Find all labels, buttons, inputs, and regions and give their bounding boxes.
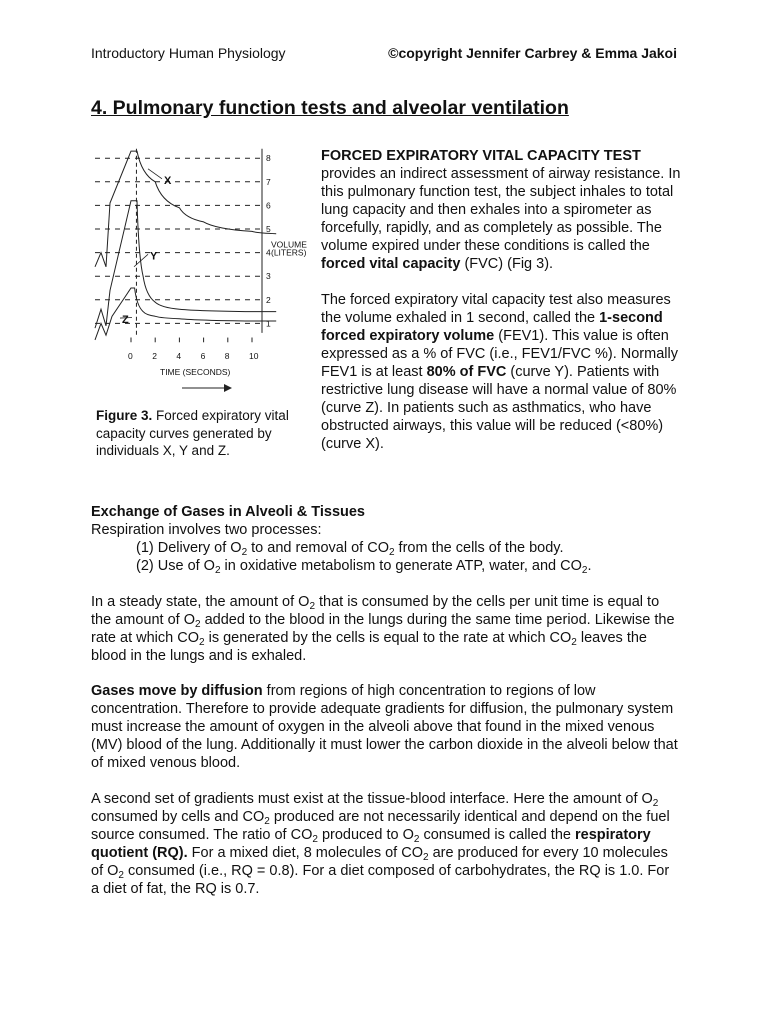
x-tick-label: 6 [200,351,206,361]
fvc-p2-mid: (FEV1). This value is often expressed as a % of FVC (i.e., FEV1/FVC %). Normally FEV1 is at least [321,328,678,380]
figure-caption [96,407,308,460]
y-tick-label: 5 [266,224,271,234]
y-tick-label: 8 [266,153,271,164]
curve-label-z: Z [122,314,129,327]
steady-state-paragraph: In a steady state, the amount of $O_2$ that is consumed by the cells per unit time is equal to the amount of $O_2$ added to the blood in the lungs during the same time period. Likewise the rate at which $CO_2$ is generated by the cells is equal to the rate at which $CO_2$ leaves the blood in the lungs and is exhaled. [91,594,675,664]
curve-x [95,151,276,267]
figure-caption-label: Figure 3. [96,408,153,423]
fev1-threshold: 80% of FVC [426,364,507,380]
y-tick-label: 7 [266,176,271,187]
x-tick-label: 8 [224,351,230,361]
x-axis-label: TIME (SECONDS) [160,367,231,377]
y-axis-label-units: (LITERS) [271,247,307,258]
gas-exchange-intro-line: Respiration involves two processes: [91,522,322,538]
gas-exchange-intro [91,503,681,575]
curve-label-pointer [148,169,162,179]
x-tick-label: 0 [128,351,133,361]
gas-exchange-heading: Exchange of Gases in Alveoli & Tissues [91,504,365,520]
diffusion-term: Gases move by diffusion [91,683,263,699]
fvc-section [321,147,681,471]
curve-label-x: X [164,174,172,187]
process-item-1: (1) Delivery of $O_2$ to and removal of $CO_2$ from the cells of the body. [136,540,564,558]
x-tick-label: 2 [152,351,157,361]
fvc-p1-end: (FVC) (Fig 3). [460,256,554,272]
y-tick-label: 3 [266,271,271,282]
fvc-p2-end: (curve Y). Patients with restrictive lung disease will have a normal value of 80% (curve Z). In patients such as asthmatics, who have obstructed airways, this value will be reduced (<80%) (curve X). [321,364,677,452]
rq-term: respiratory quotient (RQ). [91,827,651,861]
y-tick-label: 2 [266,294,271,305]
diffusion-paragraph: Gases move by diffusion from regions of high concentration to regions of low concentration. Therefore to provide adequate gradients for diffusion, the pulmonary system must increase the amount of oxygen in the alveoli above that found in the mixed venous (MV) blood of the lung. Additionally it must lower the carbon dioxide in the alveoli below that of mixed venous blood. [91,683,678,771]
y-tick-label: 6 [266,200,271,211]
figure-3-chart [90,143,320,403]
time-arrowhead [224,384,232,392]
process-item-2: (2) Use of $O_2$ in oxidative metabolism to generate ATP, water, and $CO_2$. [136,558,592,576]
curve-y [95,201,276,328]
fvc-paragraph-2 [321,291,681,453]
fvc-paragraph-1 [321,147,681,273]
page-title: 4. Pulmonary function tests and alveolar ventilation [91,97,569,119]
rq-paragraph: A second set of gradients must exist at the tissue-blood interface. Here the amount of $O_2$ consumed by cells and $CO_2$ produced are not necessarily identical and depend on the fuel source consumed. The ratio of $CO_2$ produced to $O_2$ consumed is called the respiratory quotient (RQ). For a mixed diet, 8 molecules of $CO_2$ are produced for every 10 molecules of $O_2$ consumed (i.e., RQ = 0.8). For a diet composed of carbohydrates, the RQ is 1.0. For a diet of fat, the RQ is 0.7. [91,791,670,897]
fev1-term: 1-second forced expiratory volume [321,310,663,344]
curve-label-y: Y [150,250,158,263]
fvc-heading: FORCED EXPIRATORY VITAL CAPACITY TEST [321,148,641,164]
fvc-term: forced vital capacity [321,256,461,272]
figure-caption-text: Forced expiratory vital capacity curves generated by individuals X, Y and Z. [96,408,289,458]
header-copyright: ©copyright Jennifer Carbrey & Emma Jakoi [388,45,677,61]
header-course: Introductory Human Physiology [91,45,286,61]
x-tick-label: 4 [176,351,182,361]
fvc-p2-text: The forced expiratory vital capacity test also measures the volume exhaled in 1 second, called the [321,292,671,326]
fvc-p1-text: provides an indirect assessment of airway resistance. In this pulmonary function test, the subject inhales to total lung capacity and then exhales into a spirometer as forcefully, rapidly, and as completely as possible. The volume expired under these conditions is called the [321,166,681,254]
y-axis-label: VOLUME [271,239,307,250]
y-tick-label: 4 [266,247,271,258]
x-tick-label: 10 [249,351,259,361]
y-tick-label: 1 [266,318,271,329]
